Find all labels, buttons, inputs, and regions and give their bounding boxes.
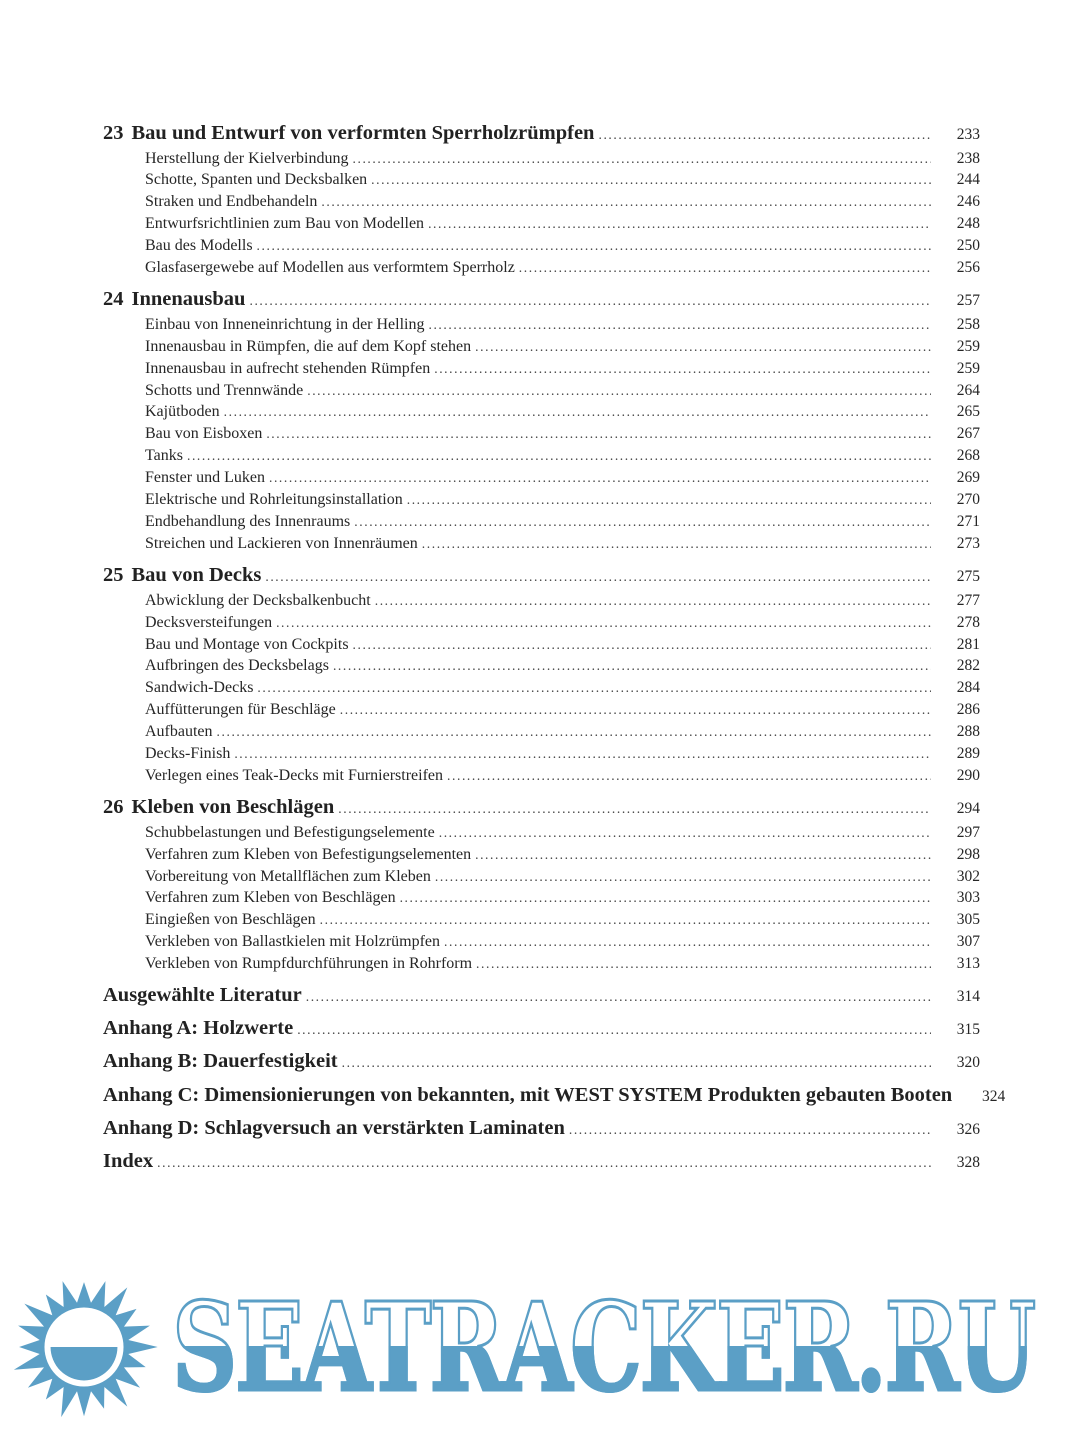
dot-leader	[306, 986, 931, 1008]
page-number: 268	[956, 447, 980, 465]
dot-leader	[257, 677, 931, 699]
dot-leader	[354, 511, 931, 533]
toc-item-row-label: Schotte, Spanten und Decksbalken	[145, 171, 368, 189]
toc-item-row	[103, 401, 980, 423]
toc-item-row-label: Verfahren zum Kleben von Beschlägen	[145, 889, 396, 907]
sun-over-water-icon	[8, 1271, 160, 1423]
toc-item-row	[103, 612, 980, 634]
dot-leader	[353, 148, 932, 170]
page-number: 302	[956, 867, 980, 885]
toc-item-row-label: Einbau von Inneneinrichtung in der Helling	[145, 316, 425, 334]
toc-item-row	[103, 511, 980, 533]
toc-item-row	[103, 533, 980, 555]
dot-leader	[371, 169, 931, 191]
page-number: 324	[981, 1087, 1006, 1105]
toc-extra-row-label: Anhang C: Dimensionierungen von bekannten, mit WEST SYSTEM Produkten gebauten Booten	[103, 1083, 953, 1106]
toc-chapter-row	[103, 563, 980, 589]
toc-item-row	[103, 655, 980, 677]
page-number: 290	[956, 766, 980, 784]
toc-item-row-label: Verkleben von Rumpfdurchführungen in Rohrform	[145, 955, 473, 972]
toc-item-row	[103, 314, 980, 336]
dot-leader	[435, 866, 931, 888]
page-number: 244	[956, 171, 980, 189]
toc-item-row	[103, 699, 980, 721]
toc-item-row-label: Schotts und Trennwände	[145, 381, 304, 399]
toc-item-row	[103, 677, 980, 699]
toc-extra-row-label: Anhang A: Holzwerte	[103, 1017, 294, 1040]
toc-extra-row	[103, 1017, 980, 1041]
toc-item-row-label: Decksversteifungen	[145, 613, 273, 631]
toc-item-row-label: Innenausbau in aufrecht stehenden Rümpfen	[145, 359, 431, 377]
dot-leader	[269, 467, 931, 489]
dot-leader	[400, 887, 931, 909]
chapter-number: 23	[103, 121, 124, 144]
toc-item-row	[103, 423, 980, 445]
toc-item-row-label: Abwicklung der Decksbalkenbucht	[145, 591, 371, 609]
page-number: 275	[956, 567, 980, 585]
dot-leader	[434, 358, 931, 380]
page-number: 298	[956, 845, 980, 863]
dot-leader	[224, 401, 931, 423]
page-number: 281	[956, 635, 980, 653]
toc-item-row-label: Endbehandlung des Innenraums	[145, 512, 351, 530]
page-number: 303	[956, 889, 980, 907]
toc-item-row-label: Auffütterungen für Beschläge	[145, 701, 336, 719]
page-number: 233	[956, 125, 980, 143]
dot-leader	[338, 796, 931, 821]
toc-chapter-row	[103, 287, 980, 313]
toc-extra-row-label: Ausgewählte Literatur	[103, 984, 302, 1007]
toc-item-row-label: Aufbringen des Decksbelags	[145, 657, 329, 675]
toc-item-row-label: Kajütboden	[145, 403, 220, 421]
toc-extra-row	[103, 1083, 1006, 1108]
toc-item-row-label: Decks-Finish	[145, 744, 231, 762]
toc-extra-row-label: Index	[103, 1149, 154, 1172]
dot-leader	[157, 1152, 931, 1174]
toc-item-row	[103, 380, 980, 402]
dot-leader	[187, 445, 931, 467]
page-number: 257	[956, 292, 980, 310]
page-number: 326	[956, 1120, 980, 1138]
dot-leader	[439, 822, 931, 844]
toc-item-row-label: Sandwich-Decks	[145, 679, 254, 697]
dot-leader	[447, 765, 931, 787]
toc-chapter-row-label	[103, 795, 334, 820]
dot-leader	[444, 931, 931, 953]
dot-leader	[276, 612, 931, 634]
page-number: 250	[956, 236, 980, 254]
toc-extra-row	[103, 1117, 980, 1141]
chapter-title: Innenausbau	[131, 288, 246, 311]
toc-extra-row-label: Anhang D: Schlagversuch an verstärkten Laminaten	[103, 1116, 565, 1139]
toc-item-row	[103, 169, 980, 191]
toc-extra-row	[103, 984, 980, 1008]
toc-item-row-label: Tanks	[145, 447, 183, 465]
toc-chapter-row	[103, 795, 980, 821]
page-number: 238	[956, 149, 980, 167]
dot-leader	[569, 1119, 931, 1141]
chapter-title: Kleben von Beschlägen	[131, 795, 335, 818]
toc-item-row-label: Entwurfsrichtlinien zum Bau von Modellen	[145, 215, 425, 233]
dot-leader	[266, 423, 931, 445]
toc-item-row	[103, 721, 980, 743]
toc-chapter-row-label	[103, 287, 245, 312]
toc-item-row-label: Fenster und Luken	[145, 468, 265, 486]
dot-leader	[265, 564, 931, 589]
dot-leader	[598, 122, 931, 147]
table-of-contents	[103, 112, 1006, 1174]
page-number: 264	[956, 381, 980, 399]
dot-leader	[422, 533, 931, 555]
page-number: 259	[956, 359, 980, 377]
dot-leader	[519, 257, 931, 279]
dot-leader	[428, 213, 931, 235]
page-number: 314	[956, 988, 980, 1006]
toc-item-row-label: Schubbelastungen und Befestigungselemente	[145, 823, 435, 841]
dot-leader	[340, 699, 931, 721]
toc-item-row	[103, 148, 980, 170]
toc-item-row-label: Straken und Endbehandeln	[145, 193, 318, 211]
chapter-number: 24	[103, 288, 124, 311]
page-number: 305	[956, 911, 980, 929]
page-number: 315	[956, 1021, 980, 1039]
page-number: 259	[956, 337, 980, 355]
page-number: 248	[956, 215, 980, 233]
toc-item-row	[103, 590, 980, 612]
page-number: 284	[956, 679, 980, 697]
dot-leader	[476, 953, 931, 975]
toc-item-row-label: Bau und Montage von Cockpits	[145, 635, 349, 653]
toc-item-row	[103, 909, 980, 931]
toc-item-row	[103, 887, 980, 909]
toc-item-row	[103, 765, 980, 787]
toc-item-row-label: Elektrische und Rohrleitungsinstallation	[145, 490, 403, 508]
toc-item-row-label: Verkleben von Ballastkielen mit Holzrümpfen	[145, 933, 441, 951]
toc-item-row-label: Verfahren zum Kleben von Befestigungselementen	[145, 845, 472, 863]
page-number: 256	[956, 258, 980, 276]
page-number: 265	[956, 403, 980, 421]
dot-leader	[475, 844, 931, 866]
page-number: 267	[956, 425, 980, 443]
toc-item-row	[103, 866, 980, 888]
toc-item-row	[103, 844, 980, 866]
toc-item-row	[103, 213, 980, 235]
dot-leader	[320, 909, 931, 931]
toc-item-row	[103, 358, 980, 380]
page-number: 258	[956, 316, 980, 334]
toc-item-row-label: Verlegen eines Teak-Decks mit Furnierstreifen	[145, 766, 444, 784]
toc-extra-row	[103, 1150, 980, 1174]
toc-chapter-row	[103, 121, 980, 147]
dot-leader	[353, 634, 931, 656]
toc-extra-row-label: Anhang B: Dauerfestigkeit	[103, 1050, 338, 1073]
page-number: 328	[956, 1153, 980, 1171]
page-number: 313	[956, 955, 980, 972]
page-number: 269	[956, 468, 980, 486]
toc-item-row-label: Aufbauten	[145, 722, 213, 740]
toc-item-row	[103, 235, 980, 257]
dot-leader	[375, 590, 931, 612]
page-number: 270	[956, 490, 980, 508]
toc-item-row-label: Herstellung der Kielverbindung	[145, 149, 349, 167]
toc-item-row	[103, 931, 980, 953]
page-number: 289	[956, 744, 980, 762]
page-number: 307	[956, 933, 980, 951]
dot-leader	[297, 1019, 931, 1041]
toc-item-row-label: Vorbereitung von Metallflächen zum Kleben	[145, 867, 431, 885]
page-number: 277	[956, 591, 980, 609]
toc-item-row	[103, 467, 980, 489]
toc-item-row-label: Glasfasergewebe auf Modellen aus verformtem Sperrholz	[145, 258, 515, 276]
toc-chapter-row-label	[103, 563, 261, 588]
dot-leader	[217, 721, 931, 743]
toc-item-row-label: Bau des Modells	[145, 236, 253, 254]
chapter-number: 25	[103, 563, 124, 586]
page-number: 320	[956, 1054, 980, 1072]
toc-item-row	[103, 191, 980, 213]
chapter-title: Bau und Entwurf von verformten Sperrholzrümpfen	[131, 121, 595, 144]
toc-item-row	[103, 336, 980, 358]
page-number: 288	[956, 722, 980, 740]
toc-item-row-label: Eingießen von Beschlägen	[145, 911, 316, 929]
dot-leader	[407, 489, 931, 511]
dot-leader	[249, 288, 931, 313]
toc-item-row	[103, 743, 980, 765]
dot-leader	[333, 655, 931, 677]
page-number: 286	[956, 701, 980, 719]
chapter-title: Bau von Decks	[131, 563, 262, 586]
dot-leader	[342, 1052, 931, 1074]
toc-chapter-row-label	[103, 121, 594, 146]
toc-item-row-label: Streichen und Lackieren von Innenräumen	[145, 534, 418, 552]
toc-item-row	[103, 489, 980, 511]
dot-leader	[428, 314, 931, 336]
chapter-number: 26	[103, 795, 124, 818]
page-number: 271	[956, 512, 980, 530]
page-number: 294	[956, 799, 980, 817]
watermark	[0, 1262, 1080, 1432]
page-number: 273	[956, 534, 980, 552]
page-number: 278	[956, 613, 980, 631]
page-number: 297	[956, 823, 980, 841]
toc-item-row	[103, 953, 980, 975]
dot-leader	[475, 336, 931, 358]
page-number: 282	[956, 657, 980, 675]
dot-leader	[321, 191, 931, 213]
toc-item-row	[103, 822, 980, 844]
toc-extra-row	[103, 1050, 980, 1074]
toc-item-row	[103, 445, 980, 467]
watermark-text: SEATRACKER.RU	[172, 1275, 1034, 1419]
toc-item-row-label: Bau von Eisboxen	[145, 425, 263, 443]
dot-leader	[257, 235, 931, 257]
toc-item-row	[103, 634, 980, 656]
toc-item-row	[103, 257, 980, 279]
dot-leader	[234, 743, 931, 765]
dot-leader	[307, 380, 931, 402]
toc-item-row-label: Innenausbau in Rümpfen, die auf dem Kopf stehen	[145, 337, 472, 355]
page-number: 246	[956, 193, 980, 211]
